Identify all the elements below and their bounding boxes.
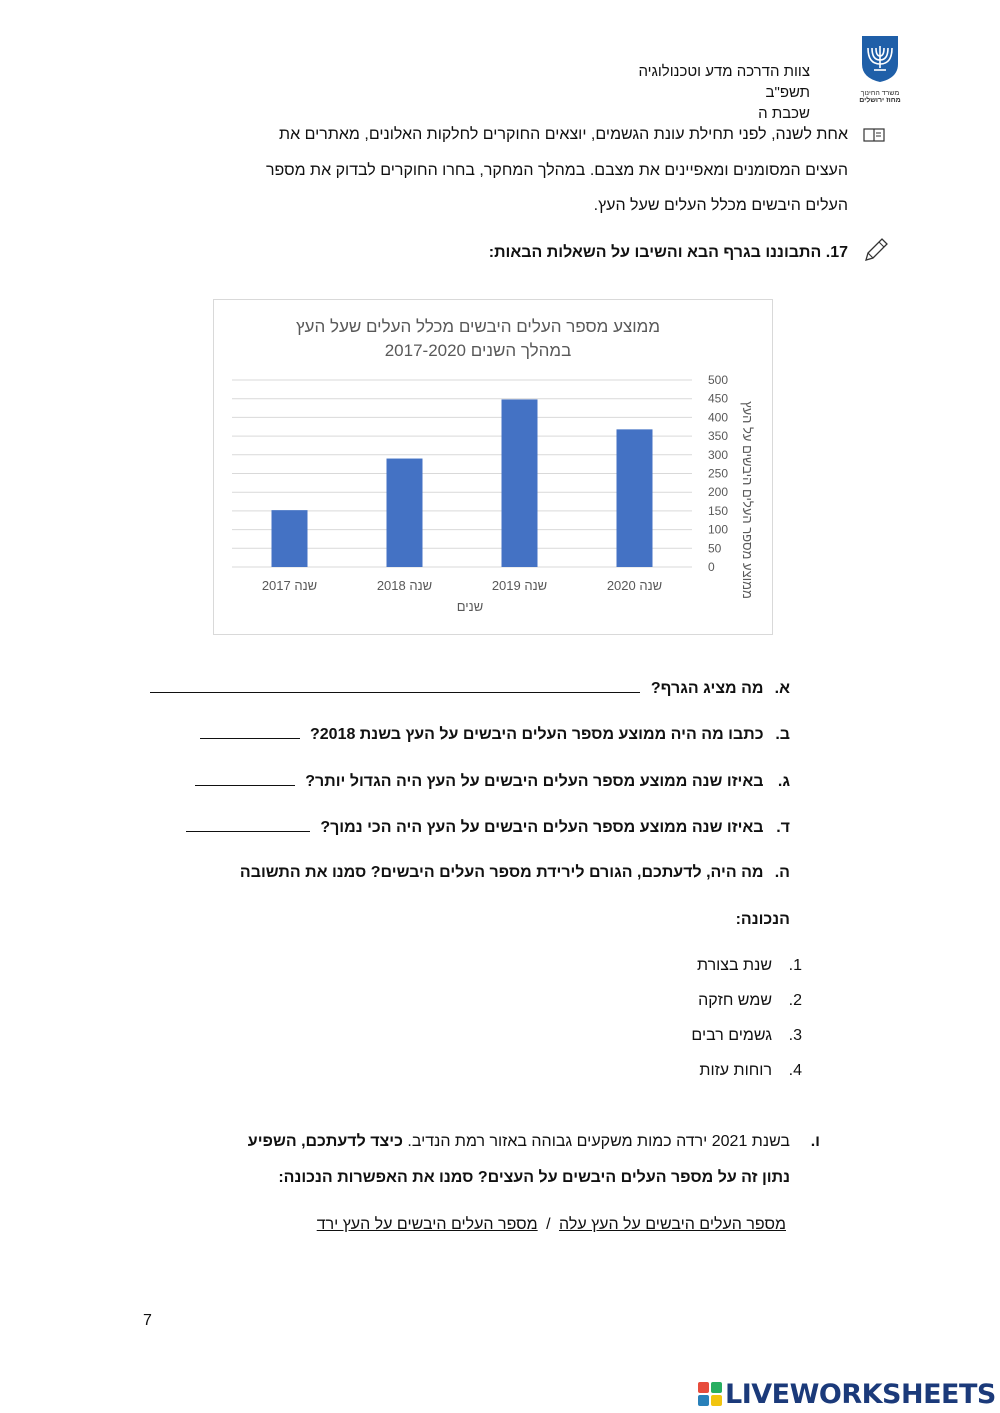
chart-x-tick-label: שנה 2019: [491, 578, 548, 593]
option-number: 2.: [788, 992, 802, 1009]
chart-x-tick-label: שנה 2017: [261, 578, 318, 593]
book-icon: [863, 127, 885, 148]
chart-x-axis-label: שנים: [456, 599, 484, 614]
choice-leaves-decreased[interactable]: מספר העלים היבשים על העץ ירד: [316, 1216, 538, 1233]
question-letter: ו.: [810, 1133, 820, 1150]
question-letter: ב.: [775, 726, 790, 743]
chart-bar: [272, 510, 308, 567]
option-3[interactable]: [502, 1027, 802, 1045]
question-vav-choices: [106, 1216, 786, 1234]
header-grade-line: שכבת ה: [758, 105, 810, 122]
option-text: גשמים רבים: [691, 1027, 772, 1044]
answer-line-alef[interactable]: [150, 678, 640, 693]
chart-y-tick-label: 0: [708, 560, 715, 574]
logo-caption-2: מחוז ירושלים: [859, 97, 901, 104]
choice-leaves-increased[interactable]: מספר העלים היבשים על העץ עלה: [559, 1216, 786, 1233]
question-gimel: [90, 771, 790, 791]
chart-bar: [502, 399, 538, 567]
chart-y-tick-label: 250: [708, 466, 729, 481]
answer-line-bet[interactable]: [200, 724, 300, 739]
menorah-emblem-icon: [858, 34, 902, 84]
liveworksheets-icon: [697, 1381, 723, 1407]
intro-line-1: אחת לשנה, לפני תחילת עונת הגשמים, יוצאים החוקרים לחלקות האלונים, מאתרים את: [279, 126, 848, 143]
choice-separator: /: [546, 1216, 551, 1233]
question-letter: ה.: [774, 864, 790, 881]
chart-title-line-1: ממוצע מספר העלים היבשים מכלל העלים שעל העץ: [295, 317, 661, 336]
question-dalet: [90, 817, 790, 837]
option-2[interactable]: [502, 992, 802, 1010]
header-org-line: צוות הדרכה מדע וטכנולוגיה: [638, 63, 810, 80]
question-bet: [90, 724, 790, 744]
bar-chart: [213, 299, 773, 635]
option-text: רוחות עזות: [699, 1062, 772, 1079]
chart-title-line-2: במהלך השנים 2017-2020: [384, 341, 572, 360]
answer-line-dalet[interactable]: [186, 817, 310, 832]
question-letter: ג.: [777, 773, 790, 790]
header-year-line: תשפ"ב: [765, 84, 810, 101]
chart-x-tick-label: שנה 2020: [606, 578, 663, 593]
chart-x-tick-label: שנה 2018: [376, 578, 433, 593]
question-17: 17. התבוננו בגרף הבא והשיבו על השאלות הבאות:: [488, 244, 848, 261]
option-number: 4.: [788, 1062, 802, 1079]
chart-y-tick-label: 50: [708, 541, 722, 556]
ministry-logo: [858, 34, 902, 104]
page-number: 7: [143, 1312, 152, 1329]
option-4[interactable]: [502, 1062, 802, 1080]
option-text: שמש חזקה: [698, 992, 772, 1009]
question-text: באיזו שנה ממוצע מספר העלים היבשים על העץ היה הכי נמוך?: [320, 819, 764, 836]
chart-y-tick-label: 100: [708, 522, 729, 537]
logo-caption-1: משרד החינוך: [860, 90, 900, 97]
liveworksheets-wordmark: LIVEWORKSHEETS: [725, 1378, 996, 1410]
question-alef: [90, 678, 790, 698]
chart-y-axis-label: ממוצע מספר העלים היבשים על העץ: [740, 401, 755, 599]
chart-bar: [387, 459, 423, 567]
option-number: 3.: [788, 1027, 802, 1044]
question-he: [90, 864, 790, 882]
chart-bar: [617, 429, 653, 567]
bar-chart-svg: [214, 300, 772, 634]
chart-y-tick-label: 300: [708, 447, 729, 462]
intro-line-3: העלים היבשים מכלל העלים שעל העץ.: [593, 197, 848, 214]
chart-y-tick-label: 200: [708, 485, 729, 500]
question-vav: [100, 1133, 820, 1151]
chart-y-tick-label: 450: [708, 391, 729, 406]
intro-line-2: העצים המסומנים ומאפיינים את מצבם. במהלך המחקר, בחרו החוקרים לבדוק את מספר: [265, 162, 848, 179]
chart-y-tick-label: 150: [708, 503, 729, 518]
question-text: מה מציג הגרף?: [650, 680, 764, 697]
question-text: באיזו שנה ממוצע מספר העלים היבשים על העץ היה הגדול יותר?: [305, 773, 764, 790]
question-text: כתבו מה היה ממוצע מספר העלים היבשים על העץ בשנת 2018?: [309, 726, 764, 743]
option-text: שנת בצורת: [697, 957, 772, 974]
pencil-icon: [862, 236, 890, 269]
question-vav-text: בשנת 2021 ירדה כמות משקעים גבוהה באזור רמת הנדיב.: [407, 1133, 790, 1150]
chart-y-tick-label: 400: [708, 410, 729, 425]
question-text: מה היה, לדעתכם, הגורם לירידת מספר העלים היבשים? סמנו את התשובה: [239, 864, 764, 881]
option-number: 1.: [788, 957, 802, 974]
liveworksheets-logo[interactable]: [697, 1376, 996, 1412]
question-letter: א.: [774, 680, 790, 697]
option-1[interactable]: [502, 957, 802, 975]
question-he-line-2: הנכונה:: [735, 911, 790, 928]
chart-y-tick-label: 500: [708, 373, 729, 387]
question-vav-line-2: נתון זה על מספר העלים היבשים על העצים? סמנו את האפשרות הנכונה:: [278, 1169, 790, 1186]
question-letter: ד.: [776, 819, 790, 836]
chart-y-tick-label: 350: [708, 429, 729, 444]
question-vav-bold: כיצד לדעתכם, השפיע: [247, 1133, 403, 1150]
answer-line-gimel[interactable]: [195, 771, 295, 786]
